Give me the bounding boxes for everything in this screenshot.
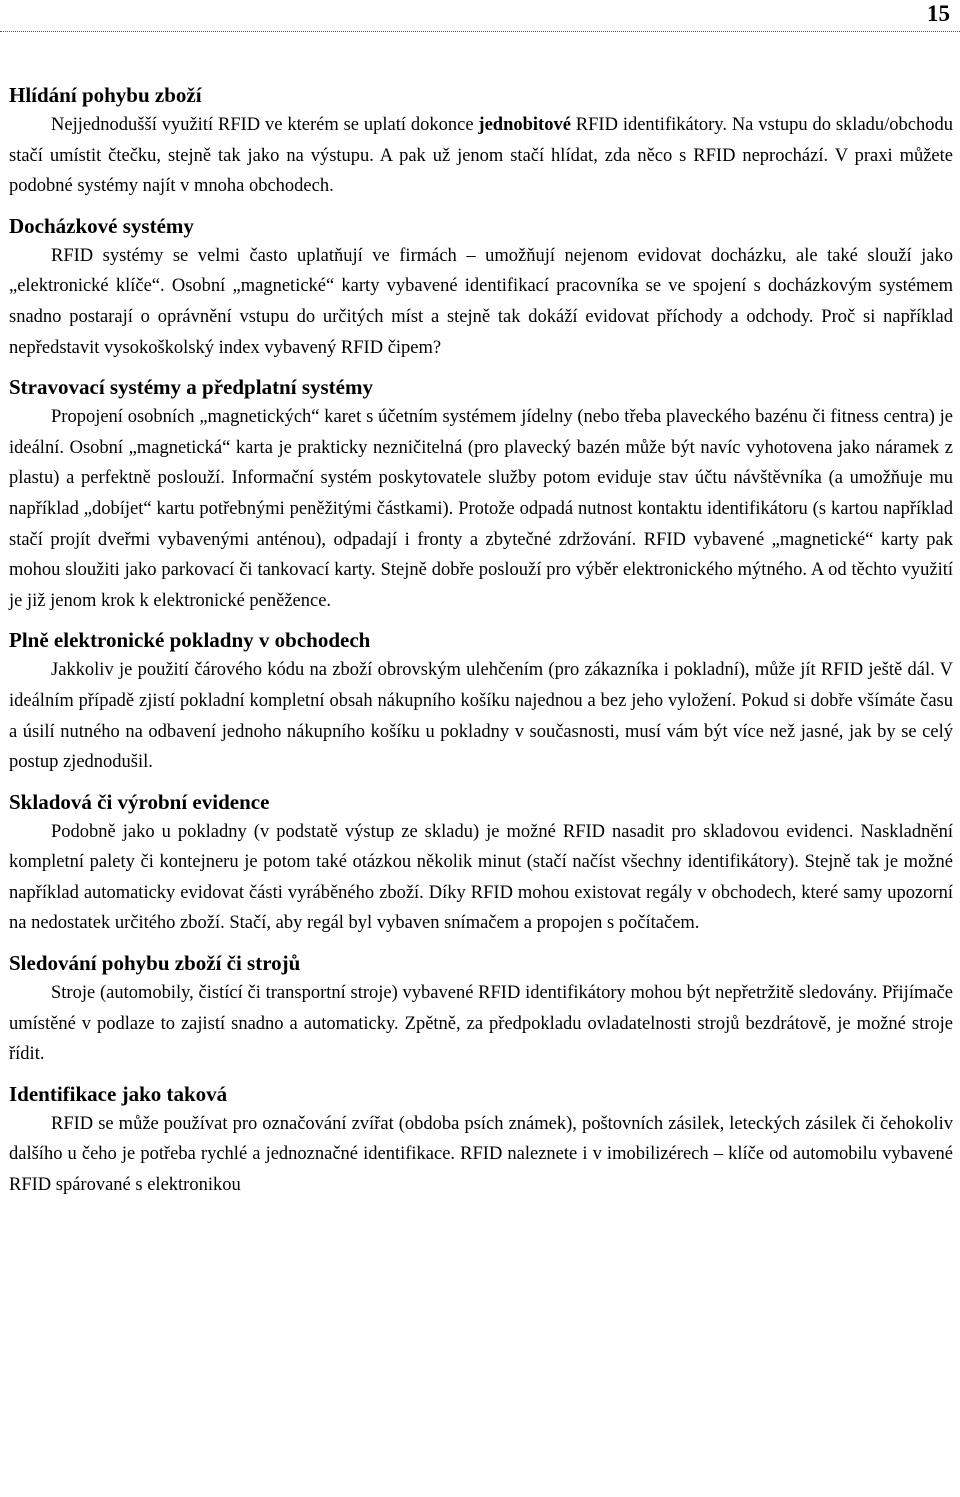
section-dochazkove-systemy — [9, 211, 953, 363]
section-heading: Identifikace jako taková — [9, 1081, 228, 1106]
section-paragraph: Podobně jako u pokladny (v podstatě výstup ze skladu) je možné RFID nasadit pro skladovou evidenci. Naskladnění kompletní palety či kontejneru je potom také otázkou několik minut (stačí načíst všechny identifikátory). Stejně tak je možné například automaticky evidovat části vyráběného zboží. Díky RFID mohou existovat regály v obchodech, které samy upozorní na nedostatek určitého zboží. Stačí, aby regál byl vybaven snímačem a propojen s počítačem. — [9, 821, 953, 934]
section-skladova-evidence — [9, 787, 953, 939]
page-number: 15 — [927, 1, 950, 26]
section-paragraph: Jakkoliv je použití čárového kódu na zboží obrovským ulehčením (pro zákazníka i pokladní), může jít RFID ještě dál. V ideálním případě zjistí pokladní kompletní obsah nákupního košíku najednou a bez jeho vyložení. Pokud si dobře všímáte času a úsilí nutného na odbavení jednoho nákupního košíku u pokladny v současnosti, musí vám být více než jasné, jak by se celý postup zjednodušil. — [9, 660, 953, 773]
paragraph-text: Nejjednodušší využití RFID ve kterém se uplatí dokonce — [51, 115, 479, 135]
section-paragraph — [9, 110, 953, 202]
section-identifikace — [9, 1079, 953, 1201]
section-heading: Plně elektronické pokladny v obchodech — [9, 628, 371, 653]
document-body — [9, 80, 953, 1210]
section-heading: Stravovací systémy a předplatní systémy — [9, 375, 373, 400]
header-dotted-rule — [0, 31, 960, 32]
section-paragraph: RFID se může používat pro označování zvířat (obdoba psích známek), poštovních zásilek, leteckých zásilek či čehokoliv dalšího u čeho je potřeba rychlé a jednoznačné identifikace. RFID naleznete i v imobilizérech – klíče od automobilu vybavené RFID spárované s elektronikou — [9, 1113, 953, 1196]
section-heading: Hlídání pohybu zboží — [9, 83, 202, 107]
paragraph-text: RFID identifikátory. Na vstupu do skladu/obchodu stačí umístit čtečku, stejně tak jako na výstupu. A pak už jenom stačí hlídat, zda něco s RFID neprochází. V praxi můžete podobné systémy najít v mnoha obchodech. — [9, 115, 953, 197]
section-paragraph: RFID systémy se velmi často uplatňují ve firmách – umožňují nejenom evidovat docházku, ale také slouží jako „elektronické klíče“. Osobní „magnetické“ karty vybavené identifikací pracovníka se ve spojení s docházkovým systémem snadno postarají o oprávnění vstupu do určitých míst a stejně tak dokáží evidovat příchody a odchody. Proč si například nepředstavit vysokoškolský index vybavený RFID čipem? — [9, 245, 953, 358]
section-heading: Skladová či výrobní evidence — [9, 789, 270, 814]
section-paragraph: Propojení osobních „magnetických“ karet s účetním systémem jídelny (nebo třeba plaveckého bazénu či fitness centra) je ideální. Osobní „magnetická“ karta je prakticky nezničitelná (pro plavecký bazén může být navíc vyhotovena jako náramek z plastu) a perfektně poslouží. Informační systém poskytovatele služby potom eviduje stav účtu návštěvníka (a umožňuje mu například „dobíjet“ kartu potřebnými peněžitými částkami). Protože odpadá nutnost kontaktu identifikátoru (s kartou například stačí projít dveřmi vybavenými anténou), odpadají i fronty a zbytečné zdržování. RFID vybavené „magnetické“ karty pak mohou sloužiti jako parkovací či tankovací karty. Stejně dobře poslouží pro výběr elektronického mýtného. A od těchto využití je již jenom krok k elektronické peněžence. — [9, 407, 953, 611]
section-elektronicke-pokladny — [9, 625, 953, 777]
section-heading: Docházkové systémy — [9, 213, 194, 238]
page-header — [0, 0, 960, 34]
section-paragraph: Stroje (automobily, čistící či transportní stroje) vybavené RFID identifikátory mohou být nepřetržitě sledovány. Přijímače umístěné v podlaze to zajistí snadno a automaticky. Zpětně, za předpokladu ovladatelnosti strojů bezdrátově, je možné stroje řídit. — [9, 983, 953, 1065]
section-sledovani-pohybu — [9, 948, 953, 1070]
section-hlidani-pohybu-zbozi — [9, 80, 953, 202]
paragraph-bold-text: jednobitové — [478, 115, 571, 135]
section-heading: Sledování pohybu zboží či strojů — [9, 951, 301, 976]
section-stravovaci-systemy — [9, 372, 953, 616]
